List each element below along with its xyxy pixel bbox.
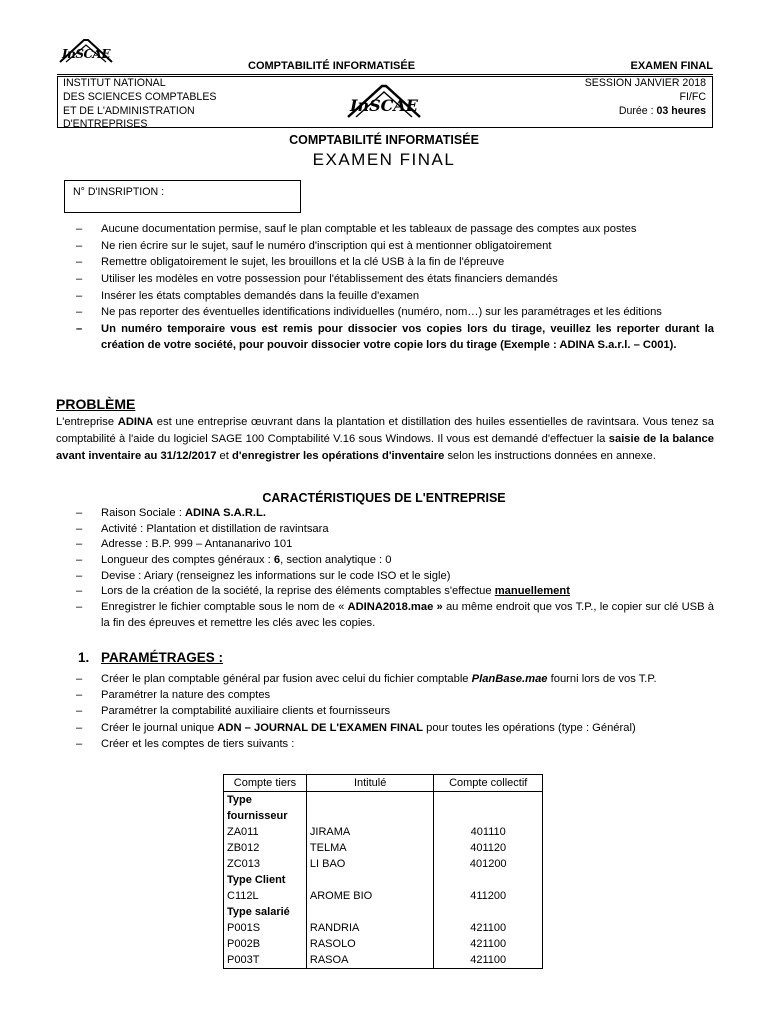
session-duration xyxy=(585,105,706,119)
caracteristiques-list xyxy=(76,506,714,631)
text-run: Créer le journal unique xyxy=(101,721,218,734)
institution-line: ET DE L'ADMINISTRATION xyxy=(63,104,195,117)
list-item: – Créer et les comptes de tiers suivants : xyxy=(76,737,714,753)
text-run: selon les instructions données en annexe. xyxy=(444,450,656,463)
text-run: fourni lors de vos T.P. xyxy=(547,673,657,685)
table-header-row xyxy=(224,775,543,792)
list-item: – Paramétrer la nature des comptes xyxy=(76,688,714,704)
column-header: Compte collectif xyxy=(434,775,543,792)
header-box xyxy=(57,76,713,131)
header-course: COMPTABILITÉ INFORMATISÉE xyxy=(248,60,416,72)
list-item xyxy=(76,600,714,631)
rule-item: – Remettre obligatoirement le sujet, les brouillons et la clé USB à la fin de l'épreuve xyxy=(76,255,714,271)
account-length: 6 xyxy=(273,554,281,567)
section-number: 1. xyxy=(78,650,90,665)
text-run: Longueur des comptes généraux : xyxy=(101,554,274,567)
group-label: Type fournisseur xyxy=(224,792,307,825)
rule-item: – Ne pas reporter des éventuelles identifications individuelles (numéro, nom…) sur les paramétrages et les éditions xyxy=(76,305,714,321)
duration-value: 03 heures xyxy=(656,104,706,117)
company-name: ADINA xyxy=(117,416,154,428)
account-label: TELMA xyxy=(306,840,434,856)
rule-item: – Ne rien écrire sur le sujet, sauf le numéro d'inscription qui est à mentionner obligatoirement xyxy=(76,239,714,255)
exam-rules xyxy=(76,222,714,354)
list-item xyxy=(76,553,714,569)
list-item xyxy=(76,672,714,688)
probleme-text xyxy=(56,414,714,465)
table-row xyxy=(224,952,543,969)
institution-line: D'ENTREPRISES xyxy=(63,118,148,131)
text-run: , section analytique : 0 xyxy=(280,554,392,567)
account-code: P002B xyxy=(224,936,307,952)
institution-line: INSTITUT NATIONAL xyxy=(63,77,166,89)
text-run: L'entreprise xyxy=(56,416,118,428)
table-row xyxy=(224,840,543,856)
text-run: Enregistrer le fichier comptable sous le nom de « xyxy=(101,601,348,614)
empty-cell xyxy=(306,904,434,920)
text-run: au même endroit que vos T.P., le copier sur clé USB à la fin des épreuves et remettre les clés avec les copies. xyxy=(101,601,714,629)
text-run: Lors de la création de la société, la reprise des éléments comptables s'effectue xyxy=(101,585,495,598)
account-label: RASOLO xyxy=(306,936,434,952)
logo-text: InSCAE xyxy=(61,47,111,61)
rule-item: – Un numéro temporaire vous est remis pour dissocier vos copies lors du tirage, veuillez les reporter durant la création de votre société, pour pouvoir dissocier votre copie lors du tirage (Exemple : ADINA S.a.r.l. – C001). xyxy=(76,322,714,353)
account-code: ZC013 xyxy=(224,856,307,872)
table-body xyxy=(224,792,543,969)
text-run: est une entreprise œuvrant dans la plantation et distillation des huiles essentielles de ravintsara. Vous tenez sa comptabilité à l'aide du logiciel SAGE 100 Comptabilité V.16 sous Windows. Il vous est demandé d'effectuer la xyxy=(56,416,714,446)
collective-account: 421100 xyxy=(434,952,543,969)
collective-account: 421100 xyxy=(434,936,543,952)
table-row xyxy=(224,920,543,936)
account-label: RASOA xyxy=(306,952,434,969)
empty-cell xyxy=(306,792,434,825)
header-exam: EXAMEN FINAL xyxy=(630,60,713,72)
collective-account: 401200 xyxy=(434,856,543,872)
text-run: pour toutes les opérations (type : Général) xyxy=(423,721,636,734)
session-mode: FI/FC xyxy=(679,90,706,103)
collective-account: 401110 xyxy=(434,824,543,840)
account-label: LI BAO xyxy=(306,856,434,872)
table-row xyxy=(224,856,543,872)
text-run: et xyxy=(216,450,232,463)
list-item xyxy=(76,721,714,737)
account-code: ZB012 xyxy=(224,840,307,856)
emphasis: d'enregistrer les opérations d'inventaire xyxy=(232,450,445,463)
collective-account: 401120 xyxy=(434,840,543,856)
table-row xyxy=(224,936,543,952)
table-row xyxy=(224,824,543,840)
section-title-parametrages xyxy=(78,649,223,668)
institution-name xyxy=(63,77,216,132)
emphasis: manuellement xyxy=(494,585,570,598)
list-item xyxy=(76,506,714,522)
table-group-row xyxy=(224,872,543,888)
table-group-row xyxy=(224,792,543,825)
inscription-label: N° D'INSRIPTION : xyxy=(73,186,165,198)
section-title-caracteristiques: CARACTÉRISTIQUES DE L'ENTREPRISE xyxy=(262,491,506,505)
session-line: SESSION JANVIER 2018 xyxy=(584,77,706,89)
empty-cell xyxy=(434,872,543,888)
inscription-box[interactable] xyxy=(64,180,301,213)
table-group-row xyxy=(224,904,543,920)
group-label: Type salarié xyxy=(224,904,307,920)
list-item: – Adresse : B.P. 999 – Antananarivo 101 xyxy=(76,537,714,553)
account-label: JIRAMA xyxy=(306,824,434,840)
table-row xyxy=(224,888,543,904)
list-item xyxy=(76,584,714,600)
page-subtitle: EXAMEN FINAL xyxy=(312,150,456,169)
empty-cell xyxy=(306,872,434,888)
empty-cell xyxy=(434,792,543,825)
column-header: Intitulé xyxy=(306,775,434,792)
account-label: RANDRIA xyxy=(306,920,434,936)
file-name: PlanBase.mae xyxy=(471,673,548,685)
rule-item: – Aucune documentation permise, sauf le plan comptable et les tableaux de passage des comptes aux postes xyxy=(76,222,714,238)
list-item: – Devise : Ariary (renseignez les informations sur le code ISO et le sigle) xyxy=(76,569,714,585)
group-label: Type Client xyxy=(224,872,307,888)
inscae-logo-mark xyxy=(346,81,422,121)
account-label: AROME BIO xyxy=(306,888,434,904)
parametrages-list xyxy=(76,672,714,753)
inscae-logo xyxy=(346,81,422,127)
account-code: ZA011 xyxy=(224,824,307,840)
emphasis: saisie de la balance avant inventaire au 31/12/2017 xyxy=(56,433,714,463)
list-item: – Activité : Plantation et distillation de ravintsara xyxy=(76,522,714,538)
account-code: P003T xyxy=(224,952,307,969)
duration-label: Durée : xyxy=(618,104,657,117)
tiers-table xyxy=(223,774,543,969)
account-code: C112L xyxy=(224,888,307,904)
list-item: – Paramétrer la comptabilité auxiliaire clients et fournisseurs xyxy=(76,704,714,720)
collective-account: 411200 xyxy=(434,888,543,904)
section-title-probleme: PROBLÈME xyxy=(56,396,136,412)
text-run: Créer le plan comptable général par fusion avec celui du fichier comptable xyxy=(101,673,472,685)
column-header: Compte tiers xyxy=(224,775,307,792)
institution-line: DES SCIENCES COMPTABLES xyxy=(63,90,217,103)
rule-item: – Insérer les états comptables demandés dans la feuille d'examen xyxy=(76,289,714,305)
session-info xyxy=(585,77,706,118)
logo-text: InSCAE xyxy=(349,96,419,115)
empty-cell xyxy=(434,904,543,920)
account-code: P001S xyxy=(224,920,307,936)
journal-name: ADN – JOURNAL DE L'EXAMEN FINAL xyxy=(217,721,424,734)
page-title: COMPTABILITÉ INFORMATISÉE xyxy=(289,133,479,147)
text-run: Raison Sociale : xyxy=(101,507,185,519)
file-name: ADINA2018.mae » xyxy=(347,601,443,614)
rule-item: – Utiliser les modèles en votre possession pour l'établissement des états financiers demandés xyxy=(76,272,714,288)
collective-account: 421100 xyxy=(434,920,543,936)
section-label: PARAMÉTRAGES : xyxy=(101,650,224,665)
raison-sociale: ADINA S.A.R.L. xyxy=(184,507,266,519)
